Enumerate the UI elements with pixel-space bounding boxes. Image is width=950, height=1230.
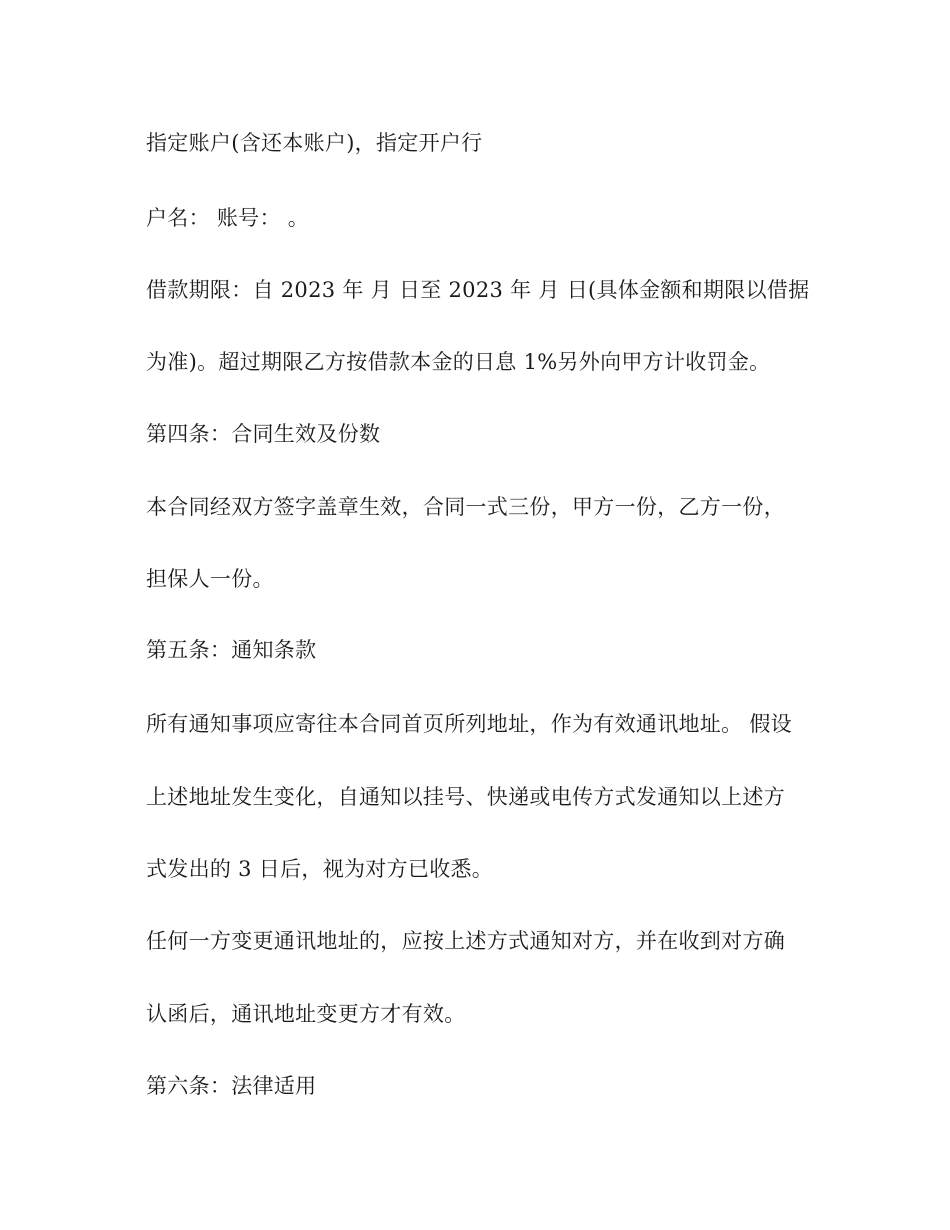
section-heading-article-6: 第六条：法律适用 [146, 1074, 317, 1098]
text-line-notice: 所有通知事项应寄往本合同首页所列地址，作为有效通讯地址。 假设 [146, 712, 792, 736]
text-line-effect-cont: 担保人一份。 [146, 567, 274, 591]
text-line-loan-term: 借款期限：自 2023 年 月 日至 2023 年 月 日(具体金额和期限以借据 [146, 278, 810, 302]
text-line-address-change: 任何一方变更通讯地址的，应按上述方式通知对方，并在收到对方确 [146, 929, 785, 953]
text-line-notice-cont-1: 上述地址发生变化，自通知以挂号、快递或电传方式发通知以上述方 [146, 785, 785, 809]
text-line-account-name: 户名： 账号： 。 [146, 206, 310, 230]
text-line-account: 指定账户(含还本账户)，指定开户行 [146, 131, 483, 155]
text-line-address-change-cont: 认函后，通讯地址变更方才有效。 [146, 1002, 466, 1026]
section-heading-article-5: 第五条：通知条款 [146, 638, 317, 662]
text-line-effect: 本合同经双方签字盖章生效，合同一式三份，甲方一份，乙方一份， [146, 495, 785, 519]
text-line-loan-term-cont: 为准)。超过期限乙方按借款本金的日息 1%另外向甲方计收罚金。 [146, 350, 771, 374]
section-heading-article-4: 第四条：合同生效及份数 [146, 422, 381, 446]
text-line-notice-cont-2: 式发出的 3 日后，视为对方已收悉。 [146, 857, 494, 881]
